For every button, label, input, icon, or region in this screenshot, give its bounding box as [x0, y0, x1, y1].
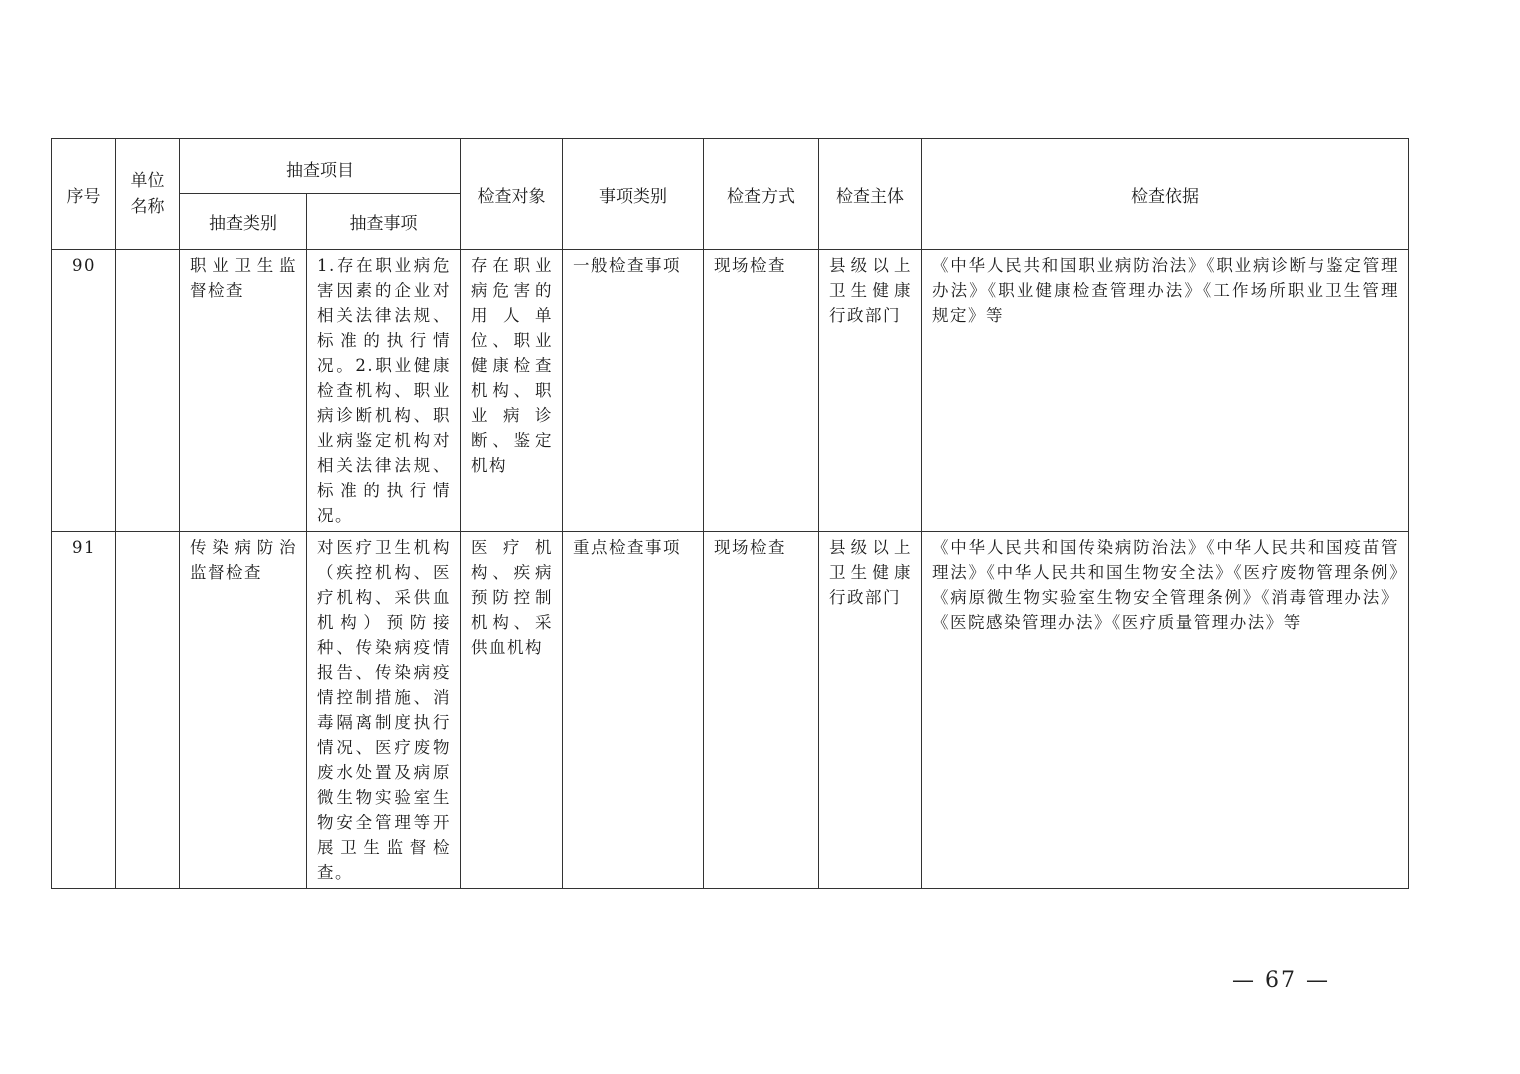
cell-item: 对医疗卫生机构（疾控机构、医疗机构、采供血机构）预防接种、传染病疫情报告、传染病疫情控制措施、消毒隔离制度执行情况、医疗废物废水处置及病原微生物实验室生物安全管理等开展卫生监督检查。	[307, 532, 461, 889]
page-number: — 67 —	[1232, 968, 1330, 993]
cell-type: 重点检查事项	[563, 532, 704, 889]
cell-category: 传染病防治监督检查	[180, 532, 307, 889]
cell-unit	[116, 532, 180, 889]
cell-item: 1.存在职业病危害因素的企业对相关法律法规、标准的执行情况。2.职业健康检查机构、职业病诊断机构、职业病鉴定机构对相关法律法规、标准的执行情况。	[307, 250, 461, 532]
table-row	[52, 250, 1409, 532]
inspection-table	[51, 138, 1409, 889]
cell-method: 现场检查	[704, 250, 819, 532]
table-row	[52, 532, 1409, 889]
cell-category: 职业卫生监督检查	[180, 250, 307, 532]
cell-target: 存在职业病危害的用人单位、职业健康检查机构、职业病诊断、鉴定机构	[461, 250, 563, 532]
cell-basis: 《中华人民共和国传染病防治法》《中华人民共和国疫苗管理法》《中华人民共和国生物安全法》《医疗废物管理条例》《病原微生物实验室生物安全管理条例》《消毒管理办法》《医院感染管理办法》《医疗质量管理办法》等	[922, 532, 1409, 889]
header-inspection-items: 抽查项目	[180, 139, 461, 194]
cell-type: 一般检查事项	[563, 250, 704, 532]
header-category: 抽查类别	[180, 194, 307, 250]
cell-target: 医疗机构、疾病预防控制机构、采供血机构	[461, 532, 563, 889]
header-item: 抽查事项	[307, 194, 461, 250]
cell-subject: 县级以上卫生健康行政部门	[819, 532, 922, 889]
header-subject: 检查主体	[819, 139, 922, 250]
cell-subject: 县级以上卫生健康行政部门	[819, 250, 922, 532]
cell-basis: 《中华人民共和国职业病防治法》《职业病诊断与鉴定管理办法》《职业健康检查管理办法》《工作场所职业卫生管理规定》等	[922, 250, 1409, 532]
header-method: 检查方式	[704, 139, 819, 250]
header-seq: 序号	[52, 139, 116, 250]
table-header	[52, 139, 1409, 250]
header-target: 检查对象	[461, 139, 563, 250]
cell-method: 现场检查	[704, 532, 819, 889]
header-unit: 单位 名称	[116, 139, 180, 250]
cell-seq: 90	[52, 250, 116, 532]
header-type: 事项类别	[563, 139, 704, 250]
cell-unit	[116, 250, 180, 532]
header-basis: 检查依据	[922, 139, 1409, 250]
cell-seq: 91	[52, 532, 116, 889]
